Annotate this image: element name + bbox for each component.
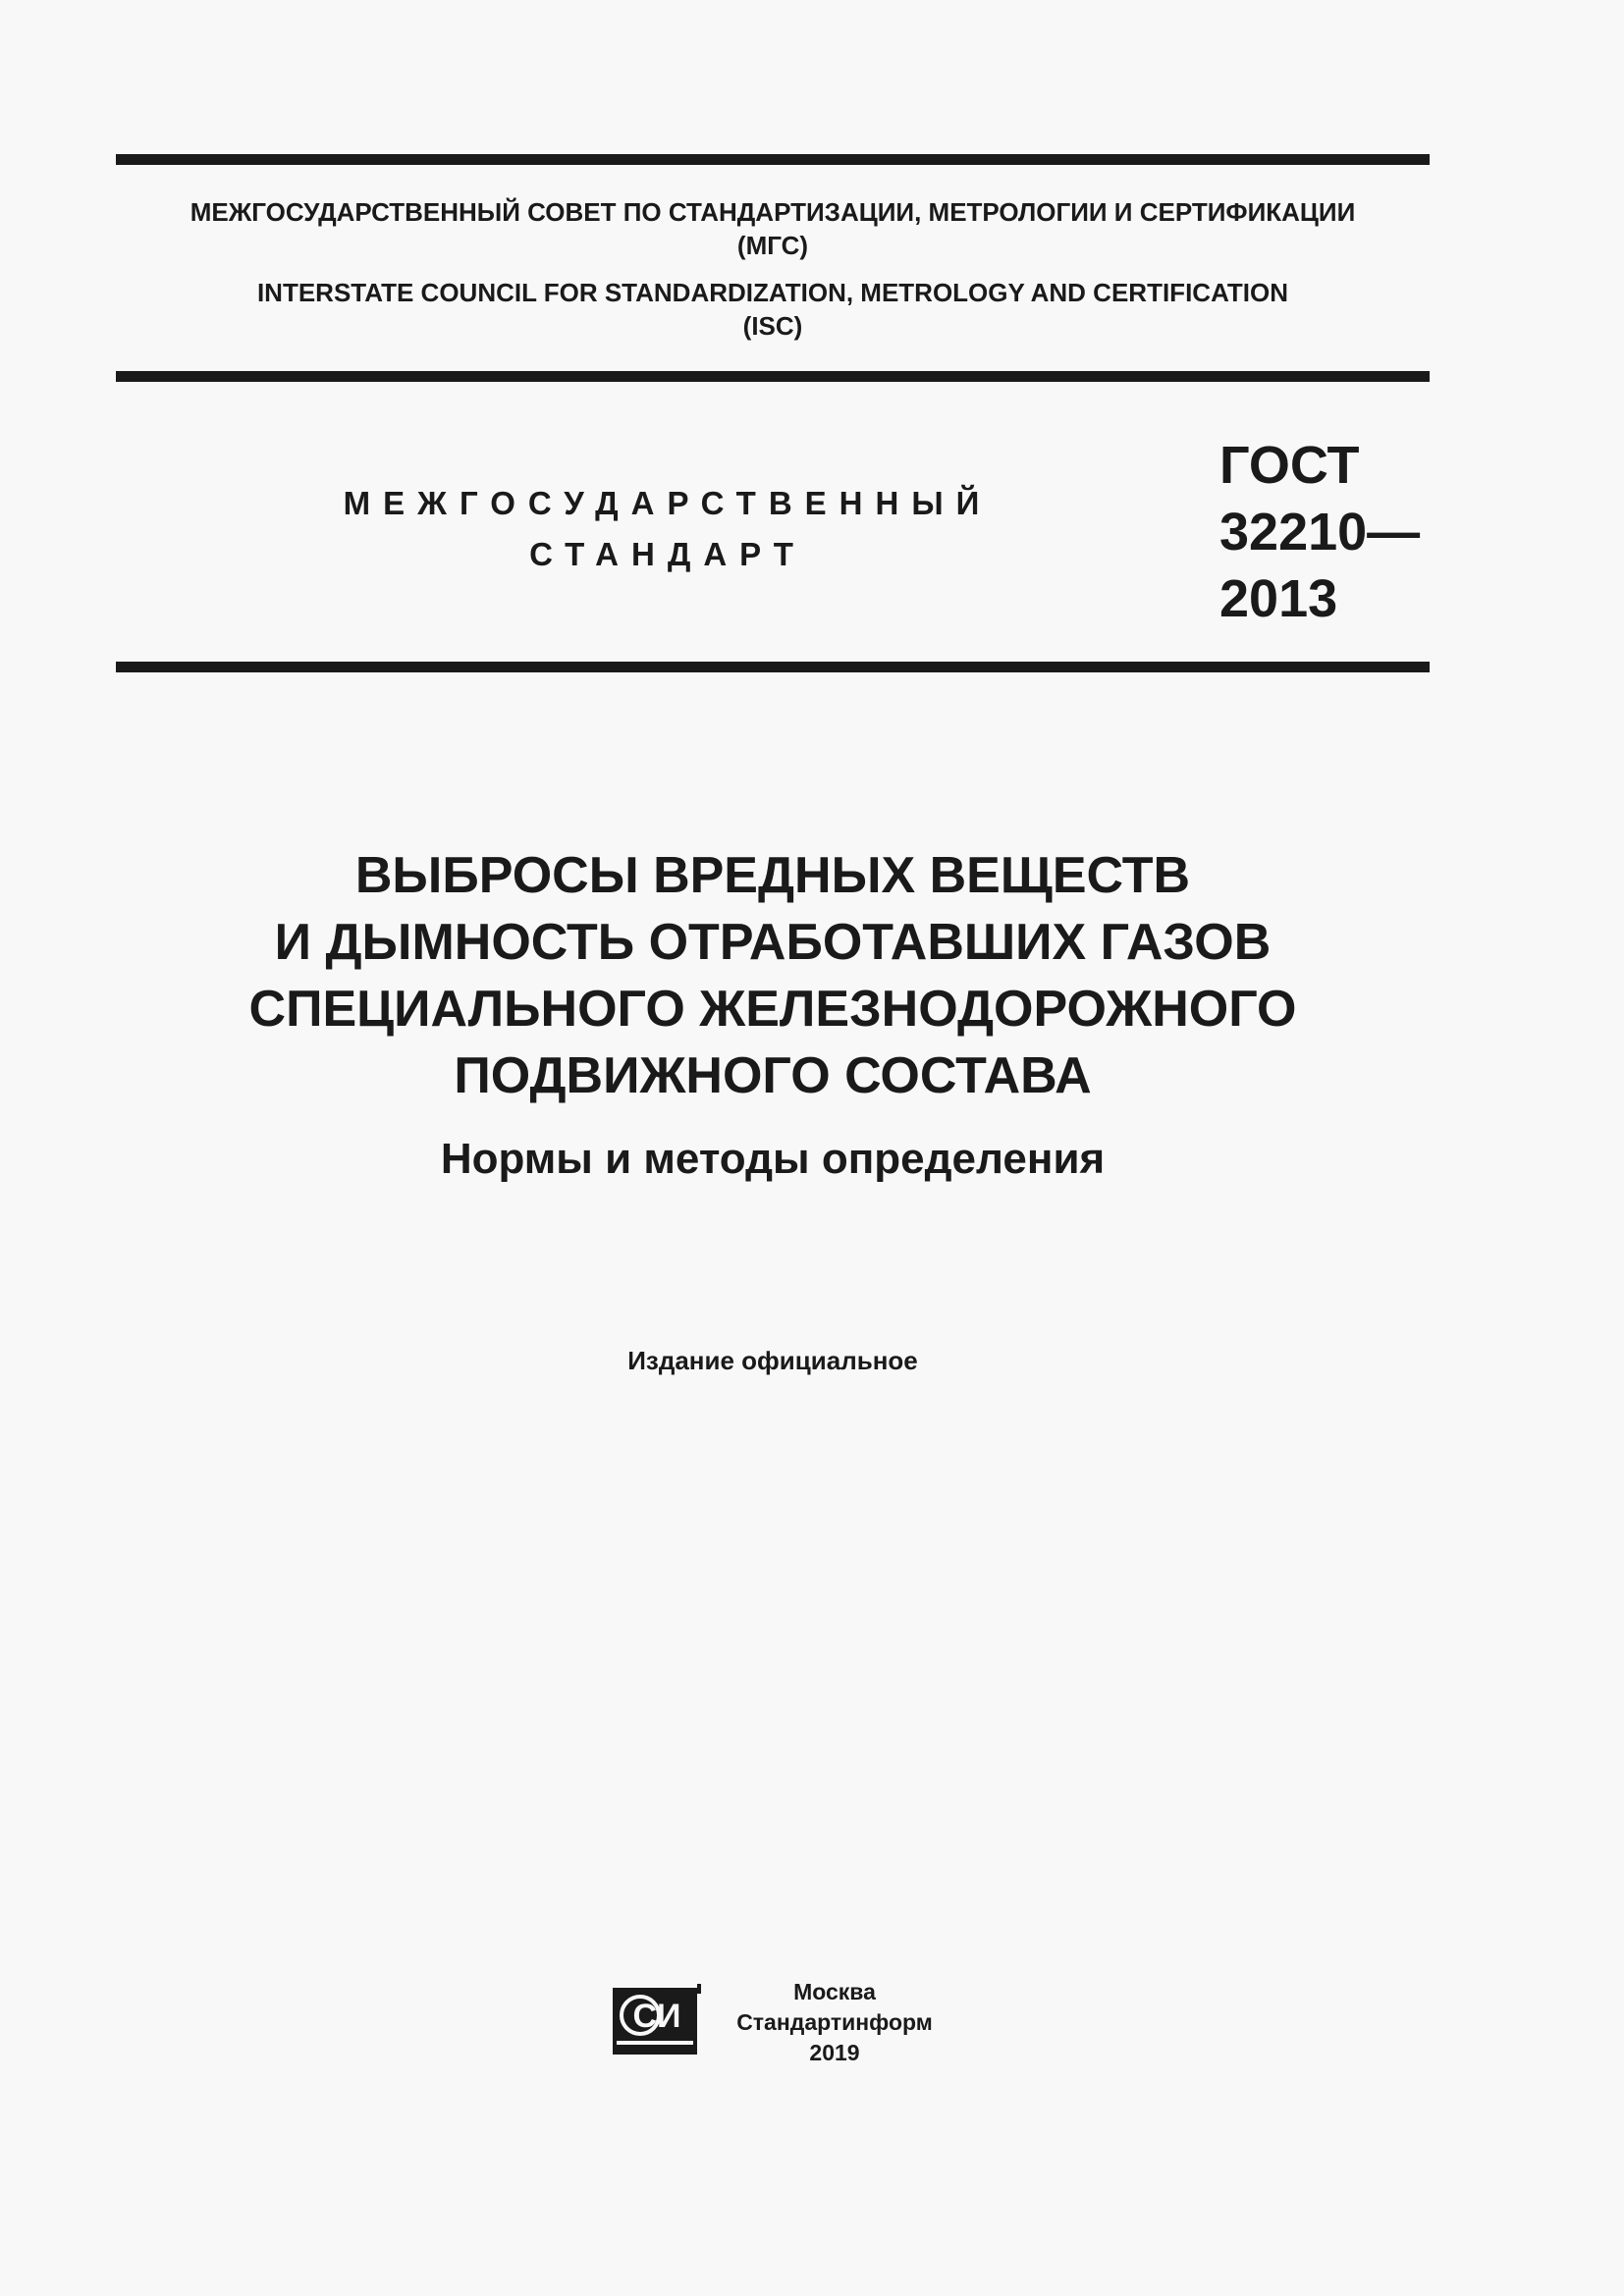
document-subtitle: Нормы и методы определения [440, 1135, 1106, 1183]
gost-label: ГОСТ [1219, 436, 1360, 495]
council-ru-name: МЕЖГОСУДАРСТВЕННЫЙ СОВЕТ ПО СТАНДАРТИЗАЦИИ, МЕТРОЛОГИИ И СЕРТИФИКАЦИИ [189, 197, 1356, 227]
title-line-2: И ДЫМНОСТЬ ОТРАБОТАВШИХ ГАЗОВ [274, 914, 1272, 971]
council-bottom-rule [116, 371, 1430, 382]
publisher-city: Москва [793, 1979, 876, 2004]
council-en-abbr: (ISC) [742, 311, 803, 341]
gost-designation [1219, 432, 1420, 632]
edition-note: Издание официальное [627, 1346, 918, 1375]
title-line-3: СПЕЦИАЛЬНОГО ЖЕЛЕЗНОДОРОЖНОГО [248, 981, 1297, 1038]
standard-kind-line2: СТАНДАРТ [529, 536, 806, 572]
title-line-1: ВЫБРОСЫ ВРЕДНЫХ ВЕЩЕСТВ [354, 847, 1191, 904]
publisher-name: Стандартинформ [736, 2009, 933, 2035]
council-en-name: INTERSTATE COUNCIL FOR STANDARDIZATION, METROLOGY AND CERTIFICATION [256, 278, 1289, 307]
council-ru-abbr: (МГС) [736, 231, 809, 260]
standard-kind-line1: МЕЖГОСУДАРСТВЕННЫЙ [343, 485, 993, 521]
designation-bottom-rule [116, 662, 1430, 672]
gost-number: 32210— [1219, 503, 1421, 561]
logo-text: СИ [632, 1998, 681, 2035]
publisher-year: 2019 [809, 2040, 860, 2065]
publisher-block [717, 1977, 952, 2068]
council-header [116, 195, 1430, 343]
gost-year: 2013 [1219, 569, 1338, 628]
standartinform-logo-icon [611, 1982, 703, 2056]
standard-kind [324, 478, 1011, 580]
title-line-4: ПОДВИЖНОГО СОСТАВА [454, 1047, 1092, 1104]
document-title [116, 842, 1430, 1109]
top-rule [116, 154, 1430, 165]
